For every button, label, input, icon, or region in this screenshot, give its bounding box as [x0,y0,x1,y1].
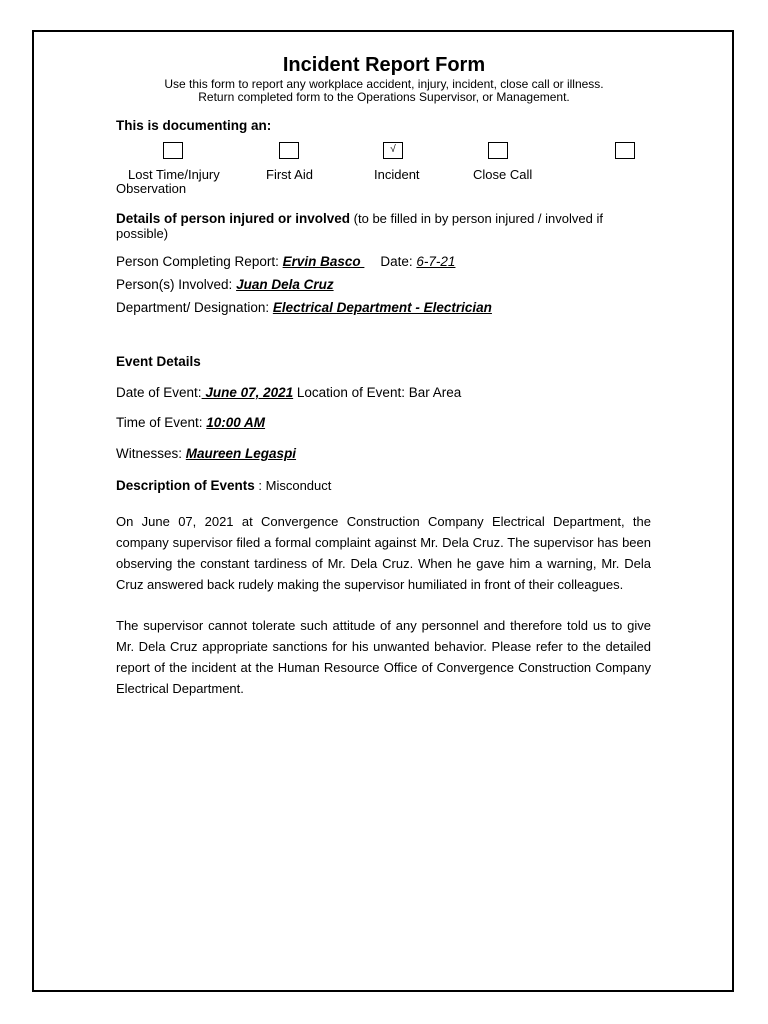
event-time-value: 10:00 AM [206,415,266,430]
description-paragraph-1: On June 07, 2021 at Convergence Construction Company Electrical Department, the company supervisor filed a formal complaint against Mr. Dela Cruz. The supervisor has been observing the constant tardiness of Mr. Dela Cruz. When he gave him a warning, Mr. Dela Cruz answered back rudely making the supervisor humiliated in front of their colleagues. [116,514,651,592]
option-label-first-aid: First Aid [266,167,313,182]
option-label-close-call: Close Call [473,167,533,182]
event-date-row [116,385,461,400]
event-date-label: Date of Event: [116,385,202,400]
documenting-heading: This is documenting an: [116,118,272,133]
checkbox-close-call[interactable] [488,142,508,159]
person-details-line-1 [116,211,603,226]
witnesses-value: Maureen Legaspi [185,446,297,461]
checkbox-incident[interactable]: √ [383,142,403,159]
department-value: Electrical Department - Electrician [272,300,492,315]
form-subtitle-line-1: Use this form to report any workplace accident, injury, incident, close call or illness. [164,77,604,91]
completing-report-row [116,254,455,269]
option-label-lost-time-injury: Lost Time/Injury [128,167,220,182]
description-heading: Description of Events [116,478,255,493]
checkbox-observation[interactable] [615,142,635,159]
date-label: Date: [380,254,417,269]
form-subtitle-line-2: Return completed form to the Operations Supervisor, or Management. [198,90,570,104]
event-date-value: June 07, 2021 [201,385,294,400]
completing-report-value: Ervin Basco [282,254,365,269]
date-value: 6-7-21 [416,254,456,269]
event-location-value: Bar Area [408,385,462,400]
description-value: : Misconduct [254,478,332,493]
persons-involved-row [116,277,334,292]
event-details-heading: Event Details [116,354,201,369]
person-details-note: (to be filled in by person injured / involved if [350,211,603,226]
completing-report-label: Person Completing Report: [116,254,283,269]
witnesses-row [116,446,296,461]
option-label-observation: Observation [116,181,187,196]
option-label-incident: Incident [374,167,420,182]
description-row [116,478,331,493]
person-details-heading: Details of person injured or involved [116,211,351,226]
department-row [116,300,492,315]
form-title: Incident Report Form [282,54,486,76]
department-label: Department/ Designation: [116,300,273,315]
persons-involved-label: Person(s) Involved: [116,277,237,292]
checkbox-lost-time-injury[interactable] [163,142,183,159]
event-time-row [116,415,265,430]
checkbox-first-aid[interactable] [279,142,299,159]
event-location-label: Location of Event: [293,385,409,400]
persons-involved-value: Juan Dela Cruz [236,277,334,292]
description-paragraph-2: The supervisor cannot tolerate such attitude of any personnel and therefore told us to give Mr. Dela Cruz appropriate sanctions for his unwanted behavior. Please refer to the detailed report of the incident at the Human Resource Office of Convergence Construction Company Electrical Department. [116,618,651,696]
witnesses-label: Witnesses: [116,446,186,461]
event-time-label: Time of Event: [116,415,207,430]
person-details-note-line-2: possible) [116,226,169,241]
